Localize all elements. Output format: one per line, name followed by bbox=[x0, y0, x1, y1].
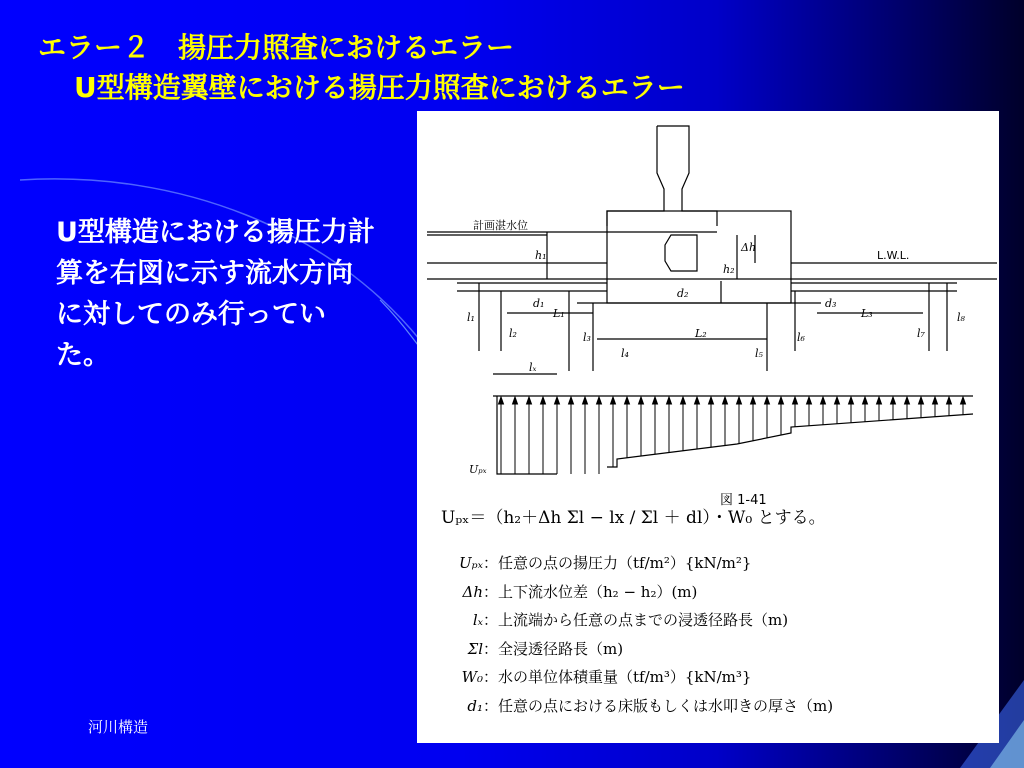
uplift-arrowhead bbox=[695, 397, 700, 404]
uplift-arrowhead bbox=[611, 397, 616, 404]
uplift-distribution-outline bbox=[497, 396, 973, 474]
l4-label: l₄ bbox=[621, 347, 629, 360]
uplift-arrowhead bbox=[583, 397, 588, 404]
uplift-arrowhead bbox=[667, 397, 672, 404]
l2-label: l₂ bbox=[509, 327, 517, 340]
l5-label: l₅ bbox=[755, 347, 763, 360]
uplift-arrowhead bbox=[793, 397, 798, 404]
uplift-arrowhead bbox=[751, 397, 756, 404]
uplift-arrowhead bbox=[653, 397, 658, 404]
structure-body bbox=[607, 211, 791, 303]
legend-row bbox=[441, 549, 991, 578]
d1-label: d₁ bbox=[533, 297, 545, 310]
L1-label: L₁ bbox=[553, 307, 565, 320]
figure-caption: 図 1-41 bbox=[720, 493, 767, 508]
uplift-arrowhead bbox=[499, 397, 504, 404]
h2-label: h₂ bbox=[723, 263, 735, 276]
legend-symbol: Δh bbox=[462, 582, 483, 601]
uplift-arrowhead bbox=[765, 397, 770, 404]
legend-text: ：任意の点の揚圧力（tf/m²）{kN/m²} bbox=[483, 554, 752, 572]
legend-text: ：水の単位体積重量（tf/m³）{kN/m³} bbox=[483, 668, 752, 686]
uplift-arrowhead bbox=[709, 397, 714, 404]
uplift-arrowhead bbox=[527, 397, 532, 404]
uplift-formula: Uₚₓ＝（h₂＋Δh Σl − lx / Σl ＋ dl）・W₀ とする。 bbox=[441, 508, 826, 528]
l6-label: l₆ bbox=[797, 331, 805, 344]
uplift-arrowhead bbox=[807, 397, 812, 404]
uplift-arrowhead bbox=[541, 397, 546, 404]
uplift-arrowhead bbox=[639, 397, 644, 404]
legend-symbol: Uₚₓ bbox=[459, 554, 483, 572]
legend-text: ：上流端から任意の点までの浸透径路長（m) bbox=[483, 611, 789, 629]
uplift-arrowhead bbox=[821, 397, 826, 404]
lwl-label: L.W.L. bbox=[877, 249, 910, 262]
title-line-2: U型構造翼壁における揚圧力照査におけるエラー bbox=[74, 71, 685, 104]
legend-row bbox=[441, 578, 991, 607]
uplift-arrowhead bbox=[555, 397, 560, 404]
uplift-arrowhead bbox=[947, 397, 952, 404]
lx-label: lₓ bbox=[529, 361, 537, 374]
uplift-arrowhead bbox=[835, 397, 840, 404]
legend-row bbox=[441, 692, 991, 721]
uplift-arrowhead bbox=[779, 397, 784, 404]
L2-label: L₂ bbox=[695, 327, 707, 340]
l3-label: l₃ bbox=[583, 331, 591, 344]
h1-label: h₁ bbox=[535, 249, 547, 262]
gate-shape bbox=[665, 235, 697, 271]
uplift-arrowhead bbox=[933, 397, 938, 404]
legend-text: ：全浸透径路長（m) bbox=[483, 639, 624, 658]
uplift-arrowhead bbox=[569, 397, 574, 404]
L3-label: L₃ bbox=[861, 307, 873, 320]
uplift-arrowhead bbox=[849, 397, 854, 404]
uplift-arrows bbox=[499, 397, 966, 474]
uplift-arrowhead bbox=[905, 397, 910, 404]
l8-label: l₈ bbox=[957, 311, 965, 324]
uplift-arrowhead bbox=[597, 397, 602, 404]
design-water-level-label: 計画湛水位 bbox=[473, 219, 528, 232]
uplift-arrowhead bbox=[737, 397, 742, 404]
upx-label: Uₚₓ bbox=[469, 463, 487, 476]
slide-title bbox=[38, 28, 685, 108]
legend-symbol: d₁ bbox=[467, 696, 483, 715]
legend-text: ：上下流水位差（h₂ − h₂）(m) bbox=[483, 582, 698, 601]
uplift-arrowhead bbox=[961, 397, 966, 404]
footer-text: 河川構造 bbox=[88, 718, 149, 736]
uplift-arrowhead bbox=[513, 397, 518, 404]
uplift-arrowhead bbox=[681, 397, 686, 404]
l1-label: l₁ bbox=[467, 311, 475, 324]
uplift-arrowhead bbox=[919, 397, 924, 404]
uplift-diagram-figure bbox=[417, 111, 999, 743]
legend-symbol: W₀ bbox=[461, 668, 483, 686]
legend-symbol: Σl bbox=[467, 639, 483, 658]
uplift-arrowhead bbox=[625, 397, 630, 404]
symbol-legend bbox=[441, 549, 991, 720]
d3-label: d₃ bbox=[825, 297, 837, 310]
uplift-arrowhead bbox=[723, 397, 728, 404]
legend-row bbox=[441, 635, 991, 664]
legend-text: ：任意の点における床版もしくは水叩きの厚さ（m) bbox=[483, 696, 834, 715]
uplift-arrowhead bbox=[877, 397, 882, 404]
uplift-arrowhead bbox=[863, 397, 868, 404]
uplift-arrowhead bbox=[891, 397, 896, 404]
d2-label: d₂ bbox=[677, 287, 689, 300]
legend-symbol: lₓ bbox=[472, 611, 483, 629]
body-text: U型構造における揚圧力計算を右図に示す流水方向に対してのみ行っていた。 bbox=[56, 217, 375, 371]
dh-label: Δh bbox=[741, 241, 757, 254]
l7-label: l₇ bbox=[917, 327, 925, 340]
title-line-1: エラー２ 揚圧力照査におけるエラー bbox=[38, 31, 515, 64]
legend-row bbox=[441, 606, 991, 635]
legend-row bbox=[441, 663, 991, 692]
